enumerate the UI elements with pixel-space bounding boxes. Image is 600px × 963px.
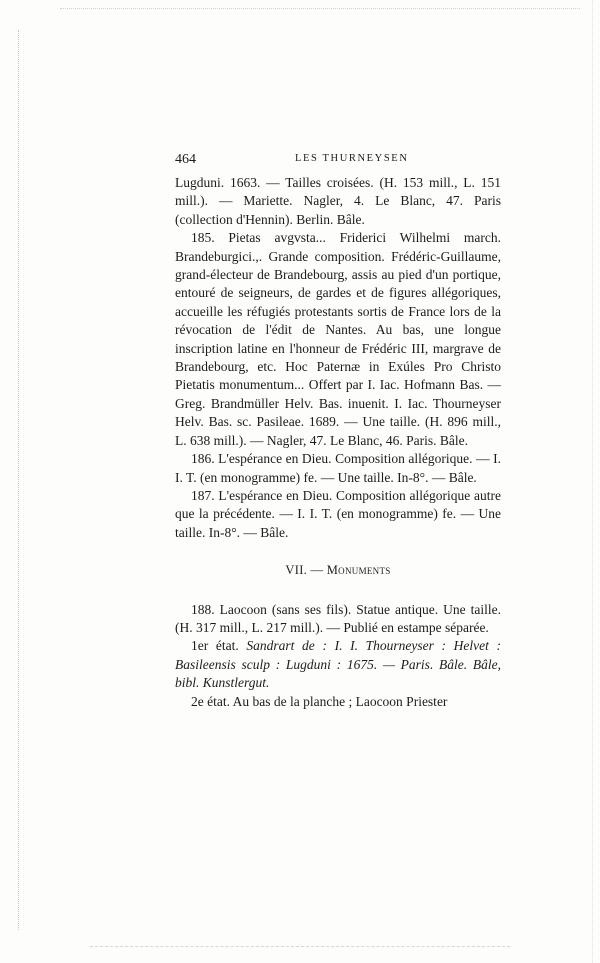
section-title: Monuments [326,563,391,578]
state-2 [175,693,501,711]
state-2-label: 2e état. [191,693,230,709]
entry-185: 185. Pietas avgvsta... Friderici Wilhelmi march. Brandeburgici.,. Grande composition. Frédéric-Guillaume, grand-électeur de Brandebourg, assis au pied d'un portique, entouré de seigneurs, de gardes et de figures allégoriques, accueille les réfugiés protestants sortis de France lors de la révocation de l'édit de Nantes. Au bas, une longue inscription latine en l'honneur de Frédéric III, margrave de Brandebourg, etc. Hoc Paternæ in Exúles Pro Christo Pietatis monumentum... Offert par I. Iac. Hofmann Bas. — Greg. Brandmüller Helv. Bas. inuenit. I. Iac. Thourneyser Helv. Bas. sc. Pasileae. 1689. — Une taille. (H. 896 mill., L. 638 mill.). — Nagler, 47. Le Blanc, 46. Paris. Bâle. [175,230,501,448]
scan-edge-left [18,30,20,930]
entry-187: 187. L'espérance en Dieu. Composition allégorique autre que la précédente. — I. I. T. (en monogramme) fe. — Une taille. In-8°. — Bâle. [175,487,501,540]
page-number: 464 [175,152,196,167]
page-header [175,152,501,172]
scan-edge-bottom [90,946,510,948]
scan-edge-right [592,0,594,963]
state-1-label: 1er état. [191,638,239,654]
running-title: LES THURNEYSEN [295,153,409,164]
state-1-text: Sandrart de : I. I. Thourneyser : Helvet : Basileensis sculp : Lugduni : 1675. — Paris. Bâle. Bâle, bibl. Kunstlergut. [175,638,502,691]
scan-edge-top [60,8,580,10]
section-heading [175,561,501,579]
section-numeral: VII. — [285,563,324,578]
paragraph-continuation: Lugduni. 1663. — Tailles croisées. (H. 153 mill., L. 151 mill.). — Mariette. Nagler, 4. Le Blanc, 47. Paris (collection d'Hennin). Berlin. Bâle. [175,175,501,227]
state-1 [175,637,501,692]
state-2-text: Au bas de la planche ; Laocoon Priester [232,693,448,709]
entry-186: 186. L'espérance en Dieu. Composition allégorique. — I. I. T. (en monogramme) fe. — Une taille. In-8°. — Bâle. [175,451,501,485]
main-text [175,174,501,711]
entry-188: 188. Laocoon (sans ses fils). Statue antique. Une taille. (H. 317 mill., L. 217 mill.). — Publié en estampe séparée. [175,601,501,635]
